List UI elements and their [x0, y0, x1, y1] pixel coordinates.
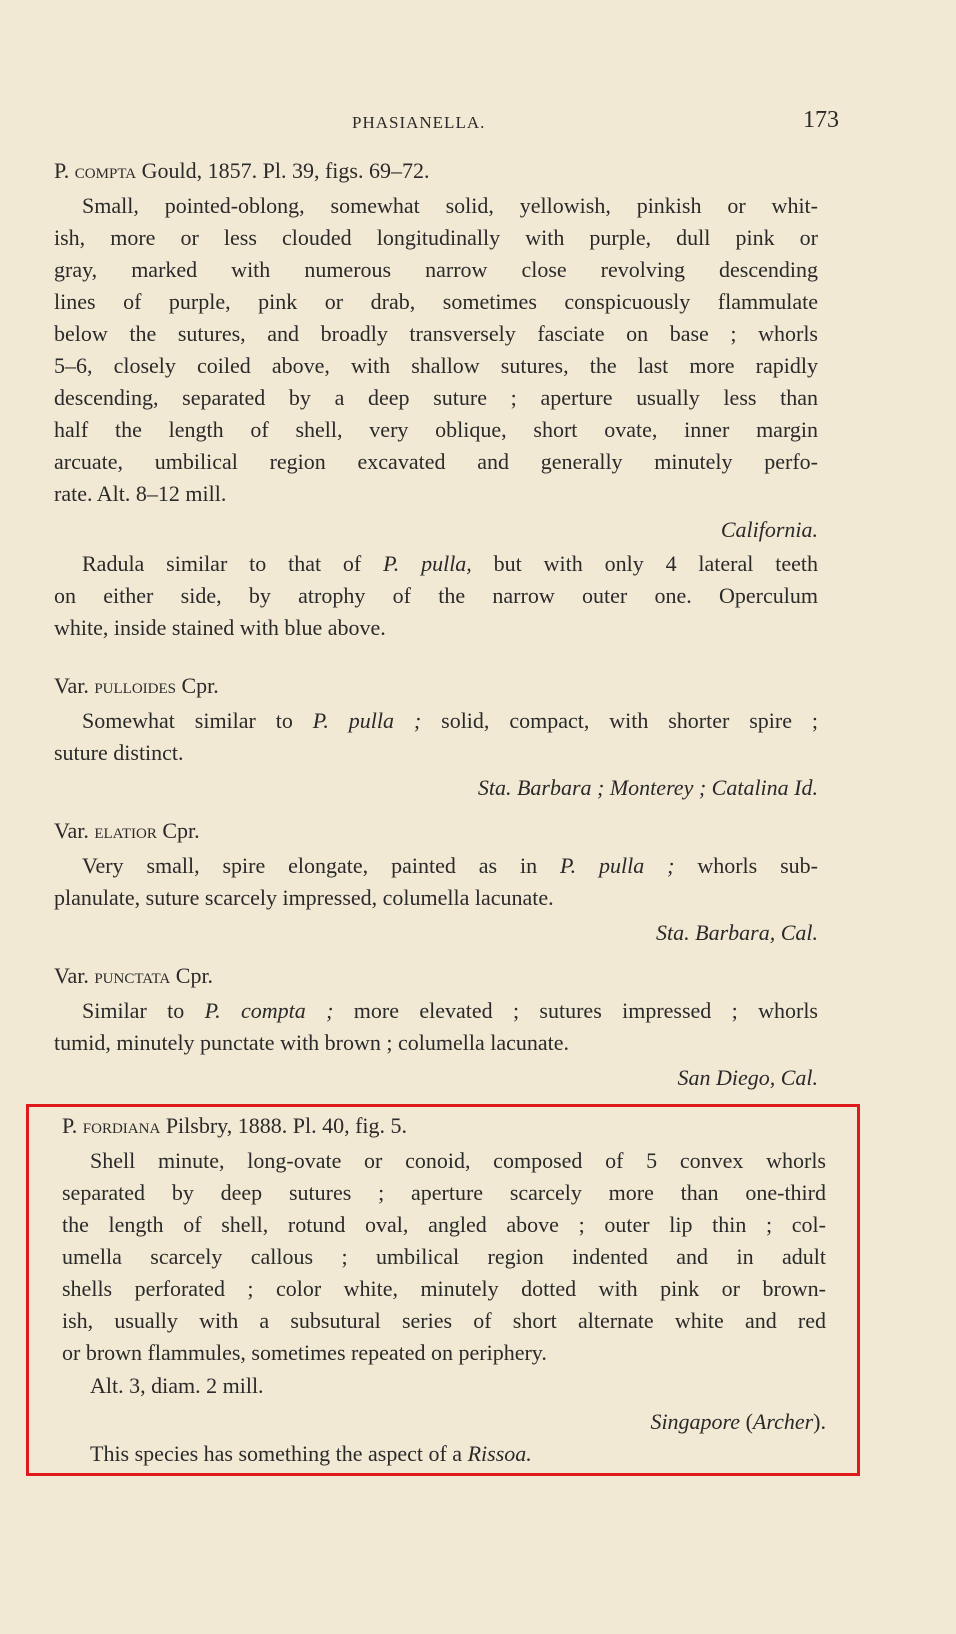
- species-name: fordiana: [82, 1113, 161, 1138]
- text-line: Radula similar to that of P. pulla, but with only 4 lateral teeth: [82, 551, 818, 576]
- text-line: white, inside stained with blue above.: [54, 615, 386, 640]
- species-name: compta: [74, 158, 137, 183]
- text-line: Very small, spire elongate, painted as in P. pulla ; whorls sub-: [82, 853, 818, 878]
- locality: Singapore (Archer).: [650, 1409, 826, 1434]
- text-line: tumid, minutely punctate with brown ; columella lacunate.: [54, 1030, 570, 1055]
- variety-name: punctata: [94, 963, 171, 988]
- text-line: Small, pointed-oblong, somewhat solid, yellowish, pinkish or whit-: [82, 193, 818, 218]
- running-header: [0, 107, 956, 143]
- text-line: rate. Alt. 8–12 mill.: [54, 481, 227, 506]
- text-line: arcuate, umbilical region excavated and generally minutely perfo-: [54, 449, 818, 474]
- text-line: gray, marked with numerous narrow close revolving descending: [54, 257, 818, 282]
- dimensions: Alt. 3, diam. 2 mill.: [90, 1373, 264, 1398]
- punctata-heading: Var. punctata Cpr.: [54, 963, 214, 988]
- text-line: Somewhat similar to P. pulla ; solid, compact, with shorter spire ;: [82, 708, 818, 733]
- text-line: umella scarcely callous ; umbilical region indented and in adult: [62, 1244, 826, 1269]
- text-line: shells perforated ; color white, minutely dotted with pink or brown-: [62, 1276, 826, 1301]
- text-line: the length of shell, rotund oval, angled above ; outer lip thin ; col-: [62, 1212, 826, 1237]
- variety-name: pulloides: [94, 673, 176, 698]
- text-line: separated by deep sutures ; aperture scarcely more than one-third: [62, 1180, 826, 1205]
- text-line: Similar to P. compta ; more elevated ; sutures impressed ; whorls: [82, 998, 818, 1023]
- text-line: ish, more or less clouded longitudinally with purple, dull pink or: [54, 225, 818, 250]
- text-line: 5–6, closely coiled above, with shallow sutures, the last more rapidly: [54, 353, 818, 378]
- compta-heading: P. compta Gould, 1857. Pl. 39, figs. 69–72.: [54, 158, 430, 183]
- locality: Sta. Barbara, Cal.: [656, 920, 818, 945]
- text-line: descending, separated by a deep suture ; aperture usually less than: [54, 385, 818, 410]
- page-number: 173: [803, 107, 839, 133]
- text-line: lines of purple, pink or drab, sometimes conspicuously flammulate: [54, 289, 818, 314]
- text-line: suture distinct.: [54, 740, 184, 765]
- running-title: PHASIANELLA.: [352, 113, 486, 132]
- elatior-heading: Var. elatior Cpr.: [54, 818, 200, 843]
- fordiana-note: This species has something the aspect of a Rissoa.: [90, 1441, 532, 1466]
- locality: San Diego, Cal.: [677, 1065, 818, 1090]
- text-line: or brown flammules, sometimes repeated on periphery.: [62, 1340, 547, 1365]
- variety-name: elatior: [94, 818, 157, 843]
- text-line: planulate, suture scarcely impressed, columella lacunate.: [54, 885, 554, 910]
- text-line: half the length of shell, very oblique, short ovate, inner margin: [54, 417, 818, 442]
- fordiana-heading: P. fordiana Pilsbry, 1888. Pl. 40, fig. 5.: [62, 1113, 408, 1138]
- locality: California.: [720, 517, 818, 542]
- text-line: below the sutures, and broadly transversely fasciate on base ; whorls: [54, 321, 818, 346]
- text-line: on either side, by atrophy of the narrow outer one. Operculum: [54, 583, 818, 608]
- text-line: ish, usually with a subsutural series of short alternate white and red: [62, 1308, 826, 1333]
- text-line: Shell minute, long-ovate or conoid, composed of 5 convex whorls: [90, 1148, 826, 1173]
- locality: Sta. Barbara ; Monterey ; Catalina Id.: [477, 775, 818, 800]
- pulloides-heading: Var. pulloides Cpr.: [54, 673, 219, 698]
